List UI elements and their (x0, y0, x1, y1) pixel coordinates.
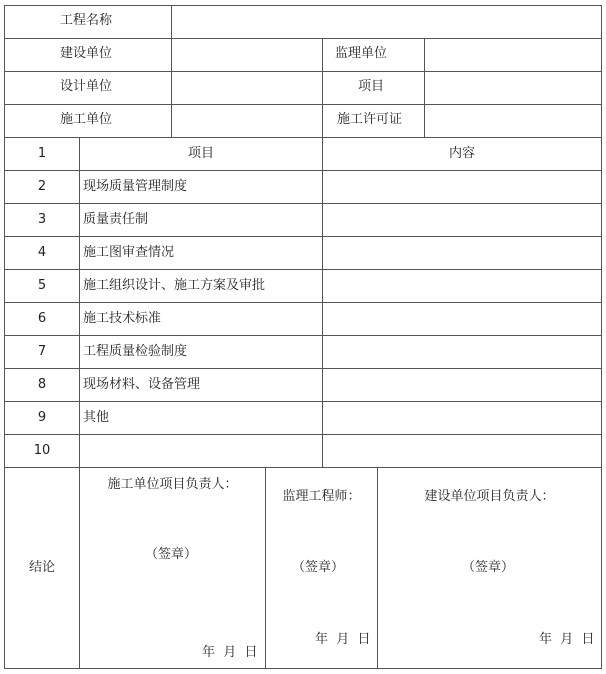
row-content-cell[interactable] (322, 203, 602, 237)
contractor-signoff-cell[interactable] (79, 467, 266, 669)
row-content-cell[interactable] (322, 335, 602, 369)
row-index: 4 (37, 245, 47, 260)
row-item-label: 施工图审查情况 (83, 245, 175, 260)
row-item-label: 现场质量管理制度 (83, 179, 188, 194)
row-content-cell[interactable] (322, 368, 602, 402)
row-content-cell[interactable] (322, 236, 602, 270)
contractor-seal-label: （签章） (145, 547, 198, 562)
construction-unit-label: 建设单位 (60, 46, 113, 61)
project-item-value-cell[interactable] (424, 71, 602, 105)
row-content-cell[interactable] (322, 269, 602, 303)
owner-date-label: 年 月 日 (539, 632, 595, 647)
design-unit-value-cell[interactable] (171, 71, 323, 105)
supervisor-seal-label: （签章） (292, 560, 345, 575)
supervisor-date-label: 年 月 日 (315, 632, 371, 647)
row-content-cell[interactable] (322, 170, 602, 204)
row-index: 5 (37, 278, 47, 293)
row-content-cell[interactable] (322, 434, 602, 468)
row-content-cell[interactable] (322, 302, 602, 336)
row-item-label: 现场材料、设备管理 (83, 377, 201, 392)
conclusion-label: 结论 (28, 560, 55, 575)
row-item-label: 工程质量检验制度 (83, 344, 188, 359)
row-index: 2 (37, 179, 47, 194)
row-item-label: 施工组织设计、施工方案及审批 (83, 278, 266, 293)
contractor-label: 施工单位 (60, 112, 113, 127)
row-index: 9 (37, 410, 47, 425)
owner-signoff-title: 建设单位项目负责人： (424, 489, 555, 504)
row-item-label: 其他 (83, 410, 110, 425)
contractor-signoff-title: 施工单位项目负责人： (107, 477, 238, 492)
row-index: 8 (37, 377, 47, 392)
supervision-unit-label: 监理单位 (335, 46, 388, 61)
row-item-label: 施工技术标准 (83, 311, 162, 326)
row-item-cell (79, 401, 323, 435)
contractor-value-cell[interactable] (171, 104, 323, 138)
checklist-index-header: 1 (37, 146, 47, 161)
permit-value-cell[interactable] (424, 104, 602, 138)
row-index: 7 (37, 344, 47, 359)
construction-unit-value-cell[interactable] (171, 38, 323, 72)
owner-seal-label: （签章） (462, 560, 515, 575)
row-item-cell[interactable] (79, 434, 323, 468)
permit-label: 施工许可证 (337, 112, 403, 127)
supervisor-signoff-title: 监理工程师： (282, 489, 361, 504)
checklist-content-header: 内容 (448, 146, 475, 161)
row-index: 10 (33, 443, 51, 458)
supervision-unit-value-cell[interactable] (424, 38, 602, 72)
row-item-label: 质量责任制 (83, 212, 149, 227)
project-name-label: 工程名称 (60, 13, 113, 28)
design-unit-label: 设计单位 (60, 79, 113, 94)
row-content-cell[interactable] (322, 401, 602, 435)
project-item-label: 项目 (358, 79, 385, 94)
row-index: 3 (37, 212, 47, 227)
contractor-date-label: 年 月 日 (202, 645, 258, 660)
project-name-value-cell[interactable] (171, 5, 602, 39)
row-index: 6 (37, 311, 47, 326)
checklist-item-header: 项目 (187, 146, 214, 161)
